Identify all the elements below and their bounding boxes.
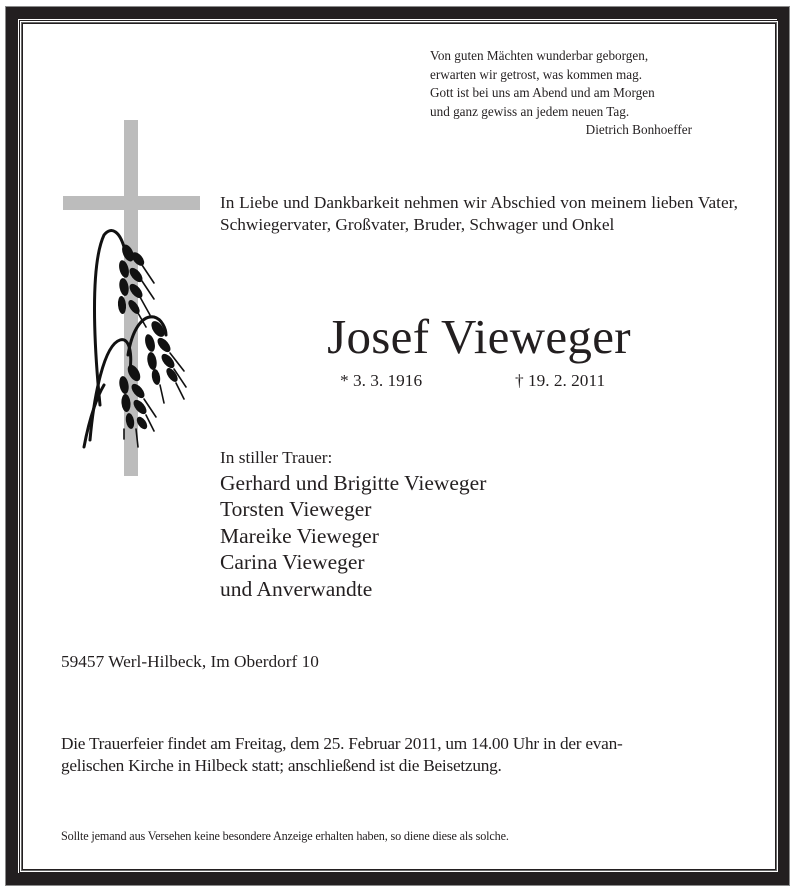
funeral-service-info: [61, 733, 741, 777]
farewell-intro-text: In Liebe und Dankbarkeit nehmen wir Abschied von meinem lieben Vater, Schwiegervater, Großvater, Bruder, Schwager und Onkel: [220, 193, 738, 234]
bonhoeffer-quote: [430, 47, 692, 140]
death-date: † 19. 2. 2011: [515, 371, 606, 390]
quote-line: erwarten wir getrost, was kommen mag.: [430, 66, 643, 82]
service-line: gelischen Kirche in Hilbeck statt; anschließend ist die Beisetzung.: [61, 756, 502, 775]
quote-author: Dietrich Bonhoeffer: [585, 122, 692, 138]
quote-line: und ganz gewiss an jedem neuen Tag.: [430, 103, 630, 119]
quote-line: Gott ist bei uns am Abend und am Morgen: [430, 85, 655, 101]
mourners-label: In stiller Trauer:: [220, 448, 333, 467]
mourners-list: [220, 470, 486, 602]
notice-footnote: Sollte jemand aus Versehen keine besondere Anzeige erhalten haben, so diene diese als solche.: [61, 829, 509, 843]
quote-line: Von guten Mächten wunderbar geborgen,: [430, 48, 649, 63]
mourner-name: Carina Vieweger: [220, 550, 365, 575]
mourner-name: Mareike Vieweger: [220, 523, 379, 548]
family-address: 59457 Werl-Hilbeck, Im Oberdorf 10: [61, 652, 319, 671]
mourner-name: Gerhard und Brigitte Vieweger: [220, 471, 487, 495]
cross-icon-crossbar: [63, 196, 200, 210]
mourner-name: Torsten Vieweger: [220, 497, 372, 522]
wheat-ears-icon: [80, 225, 200, 455]
birth-date: * 3. 3. 1916: [340, 371, 423, 390]
mourner-name: und Anverwandte: [220, 576, 373, 601]
service-line: Die Trauerfeier findet am Freitag, dem 25. Februar 2011, um 14.00 Uhr in der evan-: [61, 734, 623, 753]
deceased-name: Josef Vieweger: [327, 309, 631, 364]
